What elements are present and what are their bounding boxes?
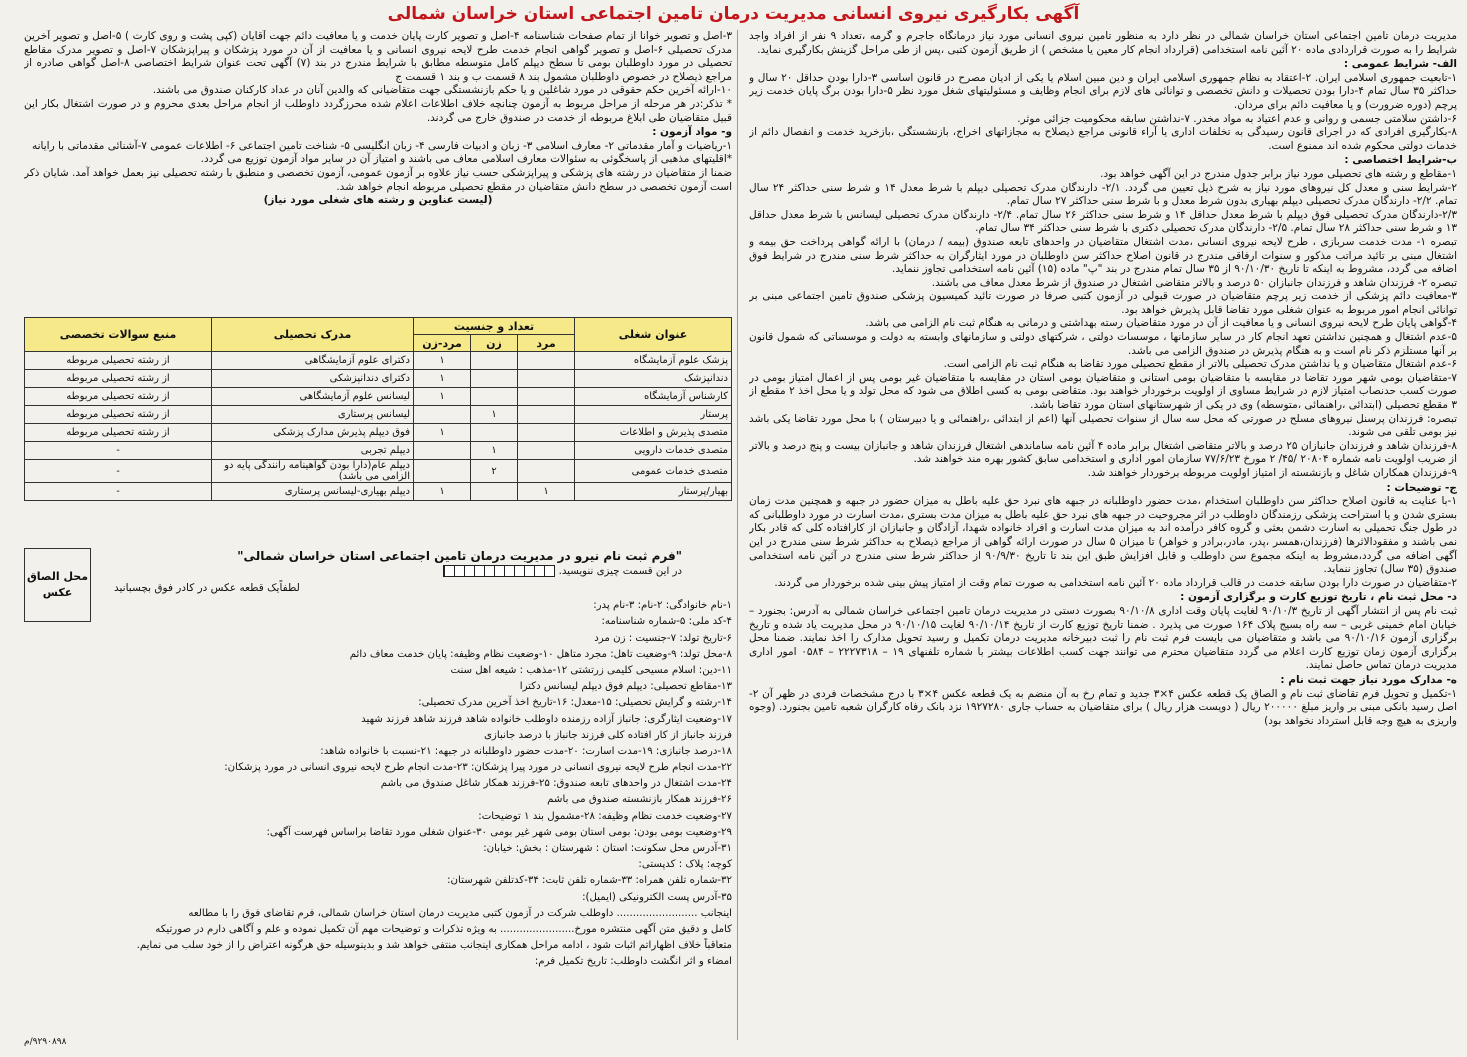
paragraph: ۱-تابعیت جمهوری اسلامی ایران. ۲-اعتقاد به نظام جمهوری اسلامی ایران و دین مبین اسلام یا یکی از ادیان مصرح در قانون اساسی ۳-دارا بودن حداقل ۲۰ سال و حداکثر ۳۵ سال تمام ۴-دارا بودن تحصیلات و دانش تخصصی و توانائی های لازم برای انجام وظایف و مسئولیتهای شغل مورد نظر ۵-دارا بودن برگ پایان خدمت زیر پرچم (دوره ضرورت) و یا معافیت دائم برای مردان. [749,71,1457,111]
cell-either: ۱ [414,370,471,388]
paragraph: (لیست عناوین و رشته های شغلی مورد نیاز) [263,194,493,207]
form-row[interactable]: امضاء و اثر انگشت داوطلب: تاریخ تکمیل فرم: [534,956,732,968]
paragraph: تبصره: فرزندان پرسنل نیروهای مسلح در صورتی که محل سه سال از سنوات تحصیلی آنها (اعم از ابتدائی ،راهنمائی و یا دبیرستان ) با محل مورد تقاضا یکی باشد نیز بومی تلقی می شوند. [749,412,1457,439]
paragraph: ۲-متقاضیان در صورت دارا بودن سابقه خدمت در قالب قرارداد ماده ۲۰ آئین نامه استخدامی به صورت تمام وقت از امتیاز پیش بینی شده برخوردار می گردند. [774,576,1457,589]
form-row[interactable]: ۲۴-مدت اشتغال در واحدهای تابعه صندوق: ۲۵-فرزند همکار شاغل صندوق می باشم [380,778,732,790]
paragraph: ۶-عدم اشتغال متقاضیان و یا نداشتن مدرک تحصیلی بالاتر از مقطع تحصیلی مورد تقاضا به هنگام ثبت نام الزامی است. [943,358,1457,371]
paragraph: ضمنا از متقاضیان در رشته های پزشکی و پیراپزشکی حسب نیاز علاوه بر آزمون عمومی، آزمون تخصصی و منطبق با رشته تحصیلی نیز بعمل خواهد آمد. شایان ذکر است آزمون تخصصی در سطح دانش متقاضیان در مقطع تحصیلی مربوطه انجام خواهد شد. [24,166,732,193]
form-row[interactable]: کامل و دقیق متن آگهی منتشره مورخ....................... به ویژه تذکرات و توضیحات مهم آن تکمیل نموده و علم و آگاهی دارم در صورتیکه [155,923,732,935]
cell-degree: دیپلم تجربی [212,442,414,460]
cell-source: از رشته تحصیلی مربوطه [25,352,212,370]
cell-female [471,388,518,406]
cell-degree: دیپلم بهیاری-لیسانس پرستاری [212,483,414,501]
form-row[interactable]: فرزند جانباز از کار افتاده کلی فرزند جانباز با درصد جانبازی [483,729,732,741]
form-row[interactable]: ۳۵-آدرس پست الکترونیکی (ایمیل): [582,891,732,903]
table-row [25,370,732,388]
jobs-table-wrap [24,317,732,501]
cell-male [518,424,575,442]
col-header-either: مرد-زن [414,335,471,352]
column-divider [737,30,738,1040]
cell-degree: دیپلم عام(دارا بودن گواهینامه رانندگی پایه دو الزامی می باشد) [212,460,414,483]
cell-source: از رشته تحصیلی مربوطه [25,406,212,424]
col-header-female: زن [471,335,518,352]
office-use-box [443,565,555,577]
registration-form [24,548,732,1023]
cell-either [414,460,471,483]
cell-male [518,442,575,460]
cell-female [471,483,518,501]
jobs-table [24,317,732,501]
cell-job: کارشناس آزمایشگاه [575,388,732,406]
col-header-count: تعداد و جنسیت [414,318,575,335]
cell-job: متصدی خدمات عمومی [575,460,732,483]
section-heading: ب-شرایط اختصاصی : [1344,154,1457,167]
col-header-job: عنوان شغلی [575,318,732,352]
paragraph: ۱-ریاضیات و آمار مقدماتی ۲- معارف اسلامی ۳- زبان و ادبیات فارسی ۴- زبان انگلیسی ۵- شناخت تامین اجتماعی ۶- اطلاعات عمومی ۷-آشنائی مقدماتی با رایانه [31,139,732,152]
documents-column [24,30,732,208]
paragraph: ۶-داشتن سلامتی جسمی و روانی و عدم اعتیاد به مواد مخدر. ۷-نداشتن سابقه محکومیت جزائی موثر. [1017,112,1457,125]
paragraph: ثبت نام پس از انتشار آگهی از تاریخ ۹۰/۱۰/۳ لغایت پایان وقت اداری ۹۰/۱۰/۸ بصورت دستی در مدیریت درمان تامین اجتماعی خراسان شمالی به آدرس: بجنورد – خیابان امام خمینی غربی – سه راه بسیج پلاک ۱۶۴ صورت می پذیرد . ضمنا تاریخ توزیع کارت از تاریخ ۹۰/۱۰/۱۴ لغایت ۹۰/۱۰/۱۵ در محل مدیریت یاد شده و تاریخ برگزاری آزمون ۹۰/۱۰/۱۶ می باشد و متقاضیان می بایست فرم ثبت نام را ثبت دبیرخانه مدیریت درمان تکمیل و رسید تحویل مدارک را اخذ نمایند. ضمنا محل برگزاری آزمون زمان توزیع کارت اعلام می گردد متقاضیان محترم می توانند جهت کسب اطلاعات بیشتر با شماره تلفنهای ۱۹ – ۲۲۲۷۳۱۸ – ۰۵۸۴ امور اداری مدیریت درمان تماس حاصل نمایند. [749,604,1457,672]
paragraph: ۷-متقاضیان بومی شهر مورد تقاضا در مقایسه با متقاضیان بومی استانی و متقاضیان بومی استان در مقایسه با متقاضیان غیر بومی پس از اعمال امتیاز بومی در صورت کسب حدنصاب امتیاز لازم در شرایط مساوی از اولویت برخوردار خواهند بود. متقاضی بومی به کسی اطلاق می شود که محل تولد و یا محل اخذ ۲ مقطع از ۳ مقطع تحصیلی (ابتدائی ،راهنمائی ،متوسطه) وی در یکی از شهرستانهای استان مورد تقاضا باشد. [749,371,1457,412]
cell-source: از رشته تحصیلی مربوطه [25,388,212,406]
table-row [25,388,732,406]
cell-male [518,460,575,483]
cell-male [518,352,575,370]
cell-female: ۱ [471,406,518,424]
form-row[interactable]: ۲۹-وضعیت بومی بودن: بومی استان بومی شهر غیر بومی ۳۰-عنوان شغلی مورد تقاضا براساس فهرست آگهی: [266,826,732,838]
table-row [25,483,732,501]
paragraph: ۱-تکمیل و تحویل فرم تقاضای ثبت نام و الصاق یک قطعه عکس ۴×۳ جدید و تمام رخ به آن منضم به یک قطعه عکس ۴×۳ با درج مشخصات فردی در ظهر آن ۲-اصل رسید بانکی مبنی بر واریز مبلغ ۲۰۰۰۰۰ ریال ( دویست هزار ریال ) برای متقاضیان به حساب جاری ۱۹۲۷۲۸۰ نزد بانک رفاه کارگران شعبه تامین بجنورد. (وجوه واریزی به هیچ وجه قابل استرداد نخواهد بود) [749,687,1457,727]
form-row[interactable]: اینجانب ......................... داوطلب شرکت در آزمون کتبی مدیریت درمان استان خراسان شمالی، فرم تقاضای فوق را با مطالعه [188,907,732,919]
cell-either [414,406,471,424]
conditions-column [749,30,1457,1048]
paragraph: *اقلیتهای مذهبی از پاسخگوئی به سئوالات معارف اسلامی معاف می باشند و امتیاز آن در سایر مواد آزمون توزیع می گردد. [200,153,732,166]
col-header-degree: مدرک تحصیلی [212,318,414,352]
table-row [25,424,732,442]
table-row [25,352,732,370]
cell-female: ۲ [471,460,518,483]
form-row[interactable]: ۱۴-رشته و گرایش تحصیلی: ۱۵-معدل: ۱۶-تاریخ اخذ آخرین مدرک تحصیلی: [418,697,732,709]
cell-source: - [25,460,212,483]
section-heading: و- مواد آزمون : [652,126,732,139]
photo-note: لطفاًیک قطعه عکس در کادر فوق بچسبانید [114,582,300,594]
ad-title: آگهی بکارگیری نیروی انسانی مدیریت درمان تامین اجتماعی استان خراسان شمالی [387,4,1080,24]
paragraph: ۵-عدم اشتغال و همچنین نداشتن تعهد انجام کار در سایر سازمانها ، موسسات دولتی ، شرکتهای دولتی و سازمانهای وابسته به دولت و موسساتی که شمول قانون بر آنها مستلزم ذکر نام است و به هنگام پذیرش در صندوق الزامی می باشد. [749,331,1457,357]
table-row [25,442,732,460]
paragraph: تبصره ۲- فرزندان شاهد و فرزندان جانبازان ۵۰ درصد و بالاتر متقاضی اشتغال در صندوق از شرط معدل معاف می باشند. [931,276,1457,289]
paragraph: تبصره ۱- مدت خدمت سربازی ، طرح لایحه نیروی انسانی ،مدت اشتغال متقاضیان در واحدهای تابعه صندوق (بیمه / درمان) با ارائه گواهی پرداخت حق بیمه و اشتغال مبنی بر تائید مراتب مذکور و سنوات ارفاقی مندرج در قانون اصلاح حداکثر سن داوطلبان در مورد ایثارگران به حداکثر شرط سنی مندرج در شرایط فوق اضافه می گردد، مشروط به اینکه تا تاریخ ۹۰/۱۰/۳۰ از ۳۵ سال تمام مندرج در بند "پ" ماده (۱۵) آئین نامه استخدامی تجاوز ننماید. [749,235,1457,276]
col-header-male: مرد [518,335,575,352]
form-row[interactable]: کوچه: پلاک : کدپستی: [638,859,732,871]
section-heading: ج- توضیحات : [1386,481,1457,494]
form-row[interactable]: ۲۷-وضعیت خدمت نظام وظیفه: ۲۸-مشمول بند ۱ توضیحات: [478,810,732,822]
cell-either: ۱ [414,388,471,406]
paragraph: ۳-معافیت دائم پزشکی از خدمت زیر پرچم متقاضیان در صورت قبولی در آزمون کتبی صرفا در صورت تائید کمیسیون پزشکی صندوق تامین اجتماعی مبنی بر توانائی انجام امور مربوط به عنوان شغلی مورد تقاضا قابل پذیرش خواهد بود. [749,290,1457,316]
form-row[interactable]: ۱-نام خانوادگی: ۲-نام: ۳-نام پدر: [593,600,732,612]
cell-source: - [25,442,212,460]
col-header-source: منبع سوالات تخصصی [25,318,212,352]
office-use-note: در این قسمت چیزی ننویسید. [558,566,682,577]
form-row[interactable]: ۱۱-دین: اسلام مسیحی کلیمی زرتشتی ۱۲-مذهب : شیعه اهل سنت [450,664,732,676]
form-row[interactable]: ۴-کد ملی: ۵-شماره شناسنامه: [601,616,732,628]
form-row[interactable]: ۳۲-شماره تلفن همراه: ۳۳-شماره تلفن ثابت: ۳۴-کدتلفن شهرستان: [447,875,732,887]
form-row[interactable]: ۱۳-مقاطع تحصیلی: دیپلم فوق دیپلم لیسانس دکترا [519,681,732,693]
cell-source: از رشته تحصیلی مربوطه [25,424,212,442]
cell-degree: لیسانس علوم آزمایشگاهی [212,388,414,406]
cell-either: ۱ [414,424,471,442]
cell-job: متصدی خدمات دارویی [575,442,732,460]
cell-female [471,352,518,370]
form-fields [24,598,732,970]
cell-degree: فوق دیپلم پذیرش مدارک پزشکی [212,424,414,442]
cell-job: پرستار [575,406,732,424]
photo-box[interactable] [24,548,91,622]
paragraph: ۱-با عنایت به قانون اصلاح حداکثر سن داوطلبان استخدام ،مدت حضور داوطلبانه در جبهه های نبرد حق علیه باطل به میزان حضور در جبهه و همچنین مدت زمان بستری شدن و یا استراحت پزشکی رزمندگان داوطلب در اثر مجروحیت در جبهه های نبرد حق علیه باطل به میزان مدت بستری ،مدت اسارت در مورد داوطلبانی که در طول جنگ تحمیلی به اسارت دشمن بعثی و گروه کافر درآمده اند به میزان مدت اسارت و افراد خانواده شهدا، آزادگان و جانبازان از کارافتاده کلی که قادر بکار نمی باشند و مفقودالاثرها (فرزندان،همسر ،پدر، مادر،برادر و خواهر) تا میزان ۵ سال در صورت ارائه گواهی از مراجع ذیصلاح به حداکثر شرط سنی مندرج در این آگهی اضافه می گردد،مشروط به اینکه مجموع سن داوطلب و قابل افزایش طبق این بند تا تاریخ ۹۰/۹/۳۰ از حداکثر شرط سنی مندرج در آئین نامه استخدامی صندوق (۳۵ سال) تجاوز ننماید. [749,495,1457,576]
form-row[interactable]: ۱۷-وضعیت ایثارگری: جانباز آزاده رزمنده داوطلب خانواده شاهد فرزند شاهد فرزند شهید [361,713,732,725]
cell-female: ۱ [471,442,518,460]
cell-male [518,370,575,388]
paragraph: مدیریت درمان تامین اجتماعی استان خراسان شمالی در نظر دارد به منظور تامین نیروی انسانی مورد نیاز درمانگاه جاجرم و گرمه ،تعداد ۹ نفر از افراد واجد شرایط را به صورت قراردادی ماده ۲۰ آئین نامه استخدامی (قرارداد انجام کار معین یا مشخص ) از طریق آزمون کتبی ،پس از طی مراحل گزینش بکارگیری نماید. [749,30,1457,56]
form-row[interactable]: ۲۲-مدت انجام طرح لایحه نیروی انسانی در مورد پیرا پزشکان: ۲۳-مدت انجام طرح لایحه نیروی انسانی در مورد پزشکان: [224,762,732,774]
cell-male [518,388,575,406]
cell-job: دندانپزشک [575,370,732,388]
paragraph: ۳-اصل و تصویر خوانا از تمام صفحات شناسنامه ۴-اصل و تصویر کارت پایان خدمت و یا معافیت دائم جهت آقایان (کپی پشت و روی کارت ) ۵-اصل و تصویر آخرین مدرک تحصیلی ۶-اصل و تصویر گواهی انجام خدمت طرح لایحه نیروی انسانی و یا معافیت از آن در مورد پزشکان و پیراپزشکان ۷-اصل و تصویر مدرک مقاطع تحصیلی در مورد داوطلبان بومی تا سطح دیپلم کامل متوسطه مطابق با شرایط مندرج در بند (۷) آگهی تحت عنوان شرایط اختصاصی ۸-اصل گواهی صادره از مراجع ذیصلاح در خصوص داوطلبان مشمول بند ۸ قسمت ب و بند ۱ قسمت ج [24,30,732,83]
form-row[interactable]: ۶-تاریخ تولد: ۷-جنسیت : زن مرد [594,632,732,644]
paragraph: ۴-گواهی پایان طرح لایحه نیروی انسانی و یا معافیت از آن در مورد متقاضیان رسته بهداشتی و درمانی به هنگام ثبت نام الزامی می باشد. [865,317,1457,330]
paragraph: ۹-فرزندان همکاران شاغل و بازنشسته از امتیاز اولویت مربوطه برخوردار خواهند شد. [1087,467,1457,479]
form-row[interactable]: ۱۸-درصد جانبازی: ۱۹-مدت اسارت: ۲۰-مدت حضور داوطلبانه در جبهه: ۲۱-نسبت با خانواده شاهد: [320,745,732,757]
cell-degree: دکترای دندانپزشکی [212,370,414,388]
paragraph: ۸-بکارگیری افرادی که در اجرای قانون رسیدگی به تخلفات اداری یا آراء قانونی مراجع ذیصلاح به مجازاتهای اخراج، بازنشستگی ،بازخرید خدمت و انفصال دائم از خدمات دولتی محکوم شده اند ممنوع است. [749,126,1457,152]
paragraph: ۲/۳-دارندگان مدرک تحصیلی فوق دیپلم با شرط معدل حداقل ۱۴ و شرط سنی حداکثر ۲۶ سال تمام. ۲/۴- دارندگان مدرک تحصیلی لیسانس با شرط معدل حداقل ۱۳ و شرط سنی حداکثر ۲۸ سال تمام. ۲/۵- دارندگان مدرک تحصیلی دکتری با شرط سنی حداکثر ۳۴ سال تمام. [749,208,1457,235]
cell-either: ۱ [414,483,471,501]
cell-source: - [25,483,212,501]
cell-source: از رشته تحصیلی مربوطه [25,370,212,388]
table-row [25,406,732,424]
cell-job: پزشک علوم آزمایشگاه [575,352,732,370]
cell-job: بهیار/پرستار [575,483,732,501]
paragraph: ۸-فرزندان شاهد و فرزندان جانبازان ۲۵ درصد و بالاتر متقاضی اشتغال برابر ماده ۴ آئین نامه ساماندهی اشتغال فرزندان شاهد و جانبازان بیست و پنج درصد و بالاتر از ضریب اولویت نامه شماره ۲۰۸۰۴ /۴۵/ ۲ مورخ ۷۷/۶/۲۳ سازمان امور اداری و استخدامی سابق کشور بهره مند خواهند شد. [749,439,1457,466]
form-row[interactable]: ۳۱-آدرس محل سکونت: استان : شهرستان : بخش: خیابان: [483,843,732,854]
cell-degree: لیسانس پرستاری [212,406,414,424]
form-title: "فرم ثبت نام نیرو در مدیریت درمان تامین اجتماعی استان خراسان شمالی" [237,549,682,563]
section-heading: د- محل ثبت نام ، تاریخ توزیع کارت و برگزاری آزمون : [1180,591,1457,604]
cell-male: ۱ [518,483,575,501]
cell-female [471,370,518,388]
cell-degree: دکترای علوم آزمایشگاهی [212,352,414,370]
table-row [25,460,732,483]
paragraph: ۱۰-ارائه آخرین حکم حقوقی در مورد شاغلین و یا حکم بازنشستگی جهت متقاضیانی که والدین آنان در عداد کارکنان صندوق می باشند. [152,84,732,97]
cell-male [518,406,575,424]
form-row[interactable]: ۸-محل تولد: ۹-وضعیت تاهل: مجرد متاهل ۱۰-وضعیت نظام وظیفه: پایان خدمت معاف دائم [349,648,732,660]
paragraph: ۱-مقاطع و رشته های تحصیلی مورد نیاز برابر جدول مندرج در این آگهی خواهد بود. [1100,167,1457,180]
cell-either: ۱ [414,352,471,370]
section-heading: ه- مدارک مورد نیاز جهت ثبت نام : [1280,673,1457,686]
paragraph: * تذکر:در هر مرحله از مراحل مربوط به آزمون چنانچه خلاف اطلاعات اعلام شده محرزگردد داوطلب از انجام مراحل بعدی محروم و در صورت اشتغال بکار این قبیل متقاضیان طی ابلاغ مربوطه از خدمت در صندوق خارج می گردند. [24,97,732,124]
cell-job: متصدی پذیرش و اطلاعات [575,424,732,442]
form-row[interactable]: متعاقباً خلاف اظهاراتم اثبات شود ، ادامه مراحل همکاری اینجانب منتفی خواهد شد و بدینوسیله حق هرگونه اعتراض را از خود سلب می نمایم. [136,940,732,952]
cell-either [414,442,471,460]
form-row[interactable]: ۲۶-فرزند همکار بازنشسته صندوق می باشم [547,794,732,806]
ad-code: ۹۲۹۰۸۹۸/م [24,1037,67,1047]
cell-female [471,424,518,442]
photo-label: محل الصاق عکس [26,570,89,599]
section-heading: الف- شرایط عمومی : [1343,58,1457,71]
paragraph: ۲-شرایط سنی و معدل کل نیروهای مورد نیاز به شرح ذیل تعیین می گردد. ۲/۱- دارندگان مدرک تحصیلی دیپلم با شرط معدل ۱۴ و شرط سنی حداکثر ۲۴ سال تمام. ۲/۲- دارندگان مدرک تحصیلی دیپلم بهیاری بدون شرط معدل و با شرط سنی حداکثر ۲۷ سال تمام. [749,181,1457,208]
